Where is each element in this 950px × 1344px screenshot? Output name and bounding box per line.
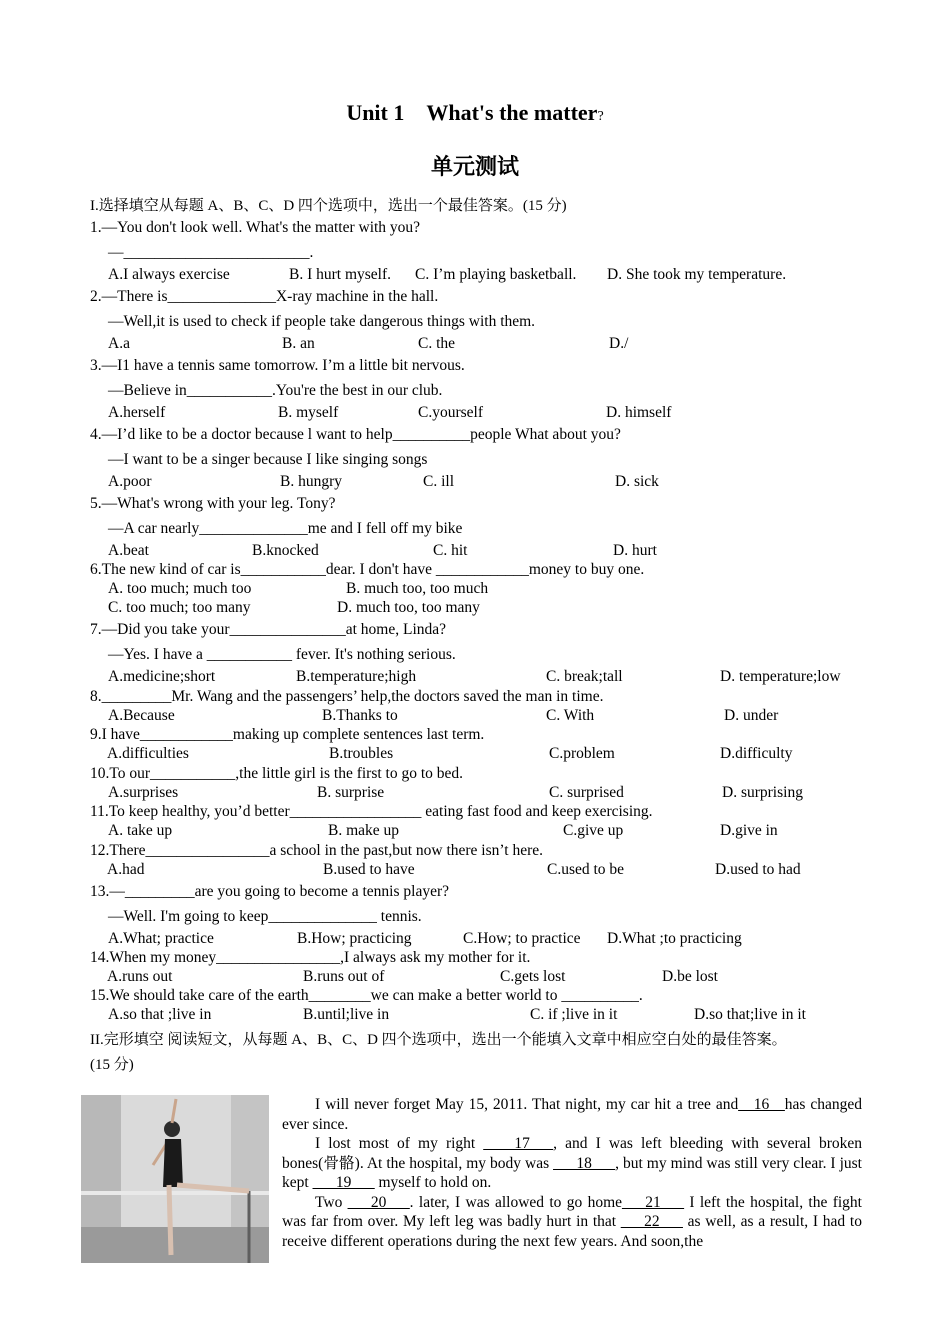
question-4: 4.—I’d like to be a doctor because l want to help__________people What about you? xyxy=(90,426,621,443)
option-a: A.so that ;live in xyxy=(108,1006,212,1023)
option-d: D.so that;live in it xyxy=(694,1006,806,1023)
option-a: A.I always exercise xyxy=(108,266,230,283)
option-c: C. ill xyxy=(423,473,455,490)
option-b: B. an xyxy=(282,335,315,352)
question-3-reply: —Believe in___________.You're the best in our club. xyxy=(108,382,443,399)
question-14: 14.When my money________________,I always ask my mother for it. xyxy=(90,949,531,966)
option-d: D.be lost xyxy=(662,968,718,985)
blank-19: ___19___ xyxy=(312,1174,375,1191)
option-a: A. too much; much too xyxy=(108,580,252,597)
option-a: A.What; practice xyxy=(108,930,214,947)
option-c: C. the xyxy=(418,335,456,352)
ballet-dancer-photo xyxy=(81,1095,269,1263)
option-c: C. With xyxy=(546,707,595,724)
option-b: B. I hurt myself. xyxy=(289,266,392,283)
question-11: 11.To keep healthy, you’d better_________________ eating fast food and keep exercising. xyxy=(90,803,653,820)
question-2-reply: —Well,it is used to check if people take dangerous things with them. xyxy=(108,313,536,330)
question-13-reply: —Well. I'm going to keep______________ tennis. xyxy=(108,908,422,925)
option-a: A.surprises xyxy=(108,784,179,801)
ballet-dancer-illustration xyxy=(81,1095,269,1263)
question-7: 7.—Did you take your_______________at home, Linda? xyxy=(90,621,447,638)
question-5-reply: —A car nearly______________me and I fell off my bike xyxy=(108,520,463,537)
option-b: B. surprise xyxy=(317,784,385,801)
page-title: Unit 1 What's the matter? xyxy=(346,100,604,125)
option-d: D.used to had xyxy=(715,861,801,878)
option-b: B.troubles xyxy=(329,745,394,762)
question-12: 12.There________________a school in the past,but now there isn’t here. xyxy=(90,842,543,859)
option-c: C. hit xyxy=(433,542,468,559)
option-d: D. much too, too many xyxy=(337,599,480,616)
option-b: B.used to have xyxy=(323,861,415,878)
option-b: B. hungry xyxy=(280,473,342,490)
option-b: B. myself xyxy=(278,404,339,421)
option-b: B. much too, too much xyxy=(346,580,489,597)
option-d: D. She took my temperature. xyxy=(607,266,787,283)
blank-22: ___22___ xyxy=(620,1213,683,1230)
option-d: D.difficulty xyxy=(720,745,793,762)
question-5: 5.—What's wrong with your leg. Tony? xyxy=(90,495,336,512)
option-b: B. make up xyxy=(328,822,400,839)
blank-18: ___18___ xyxy=(553,1154,616,1172)
option-c: C.give up xyxy=(563,822,624,839)
section-2-heading: II.完形填空 阅读短文，从每题 A、B、C、D 四个选项中，选出一个能填入文章中相应空白处的最佳答案。 xyxy=(90,1032,787,1048)
question-7-reply: —Yes. I have a ___________ fever. It's nothing serious. xyxy=(108,646,456,663)
option-a: A.beat xyxy=(108,542,149,559)
option-a: A.difficulties xyxy=(107,745,189,762)
question-15: 15.We should take care of the earth________we can make a better world to __________. xyxy=(90,987,643,1004)
blank-20: ___20___ xyxy=(347,1193,410,1211)
passage-paragraph-1: I will never forget May 15, 2011. That night, my car hit a tree and__16__has changed ever since. xyxy=(282,1096,862,1133)
option-a: A. take up xyxy=(108,822,173,839)
option-a: A.Because xyxy=(108,707,175,724)
option-c: C.problem xyxy=(549,745,615,762)
option-c: C.yourself xyxy=(418,404,484,421)
option-d: D. surprising xyxy=(722,784,803,801)
question-4-reply: —I want to be a singer because I like singing songs xyxy=(108,451,428,468)
question-1-reply: —________________________. xyxy=(108,244,314,261)
blank-21: ___21___ xyxy=(622,1193,685,1211)
option-d: D.give in xyxy=(720,822,778,839)
option-b: B.knocked xyxy=(252,542,319,559)
option-a: A.herself xyxy=(108,404,166,421)
option-b: B.How; practicing xyxy=(297,930,412,947)
option-c: C.gets lost xyxy=(500,968,566,985)
option-c: C. break;tall xyxy=(546,668,623,685)
option-d: D. under xyxy=(724,707,779,724)
option-a: A.runs out xyxy=(107,968,173,985)
option-a: A.had xyxy=(107,861,145,878)
option-a: A.poor xyxy=(108,473,152,490)
blank-17: ____17___ xyxy=(483,1135,554,1152)
blank-16: __16__ xyxy=(738,1096,785,1113)
cloze-passage xyxy=(282,1095,862,1251)
section-2-points: (15 分) xyxy=(90,1057,134,1073)
page-subtitle: 单元测试 xyxy=(430,155,519,180)
passage-paragraph-3: Two ___20___. later, I was allowed to go home___21___ I left the hospital, the fight was far from over. My left leg was badly hurt in that ___22___ as well, as a result, I had to receive different operations during the next few years. And soon,the xyxy=(282,1193,862,1250)
option-d: D. temperature;low xyxy=(720,668,841,685)
option-a: A.medicine;short xyxy=(108,668,216,685)
question-10: 10.To our___________,the little girl is the first to go to bed. xyxy=(90,765,464,782)
question-6: 6.The new kind of car is___________dear. I don't have ____________money to buy one. xyxy=(90,561,645,578)
question-2: 2.—There is______________X-ray machine in the hall. xyxy=(90,288,439,305)
option-b: B.Thanks to xyxy=(322,707,398,724)
option-c: C. if ;live in it xyxy=(530,1006,618,1023)
question-13: 13.—_________are you going to become a tennis player? xyxy=(90,883,449,900)
option-d: D.What ;to practicing xyxy=(607,930,742,947)
question-3: 3.—I1 have a tennis same tomorrow. I’m a little bit nervous. xyxy=(90,357,465,374)
option-b: B.temperature;high xyxy=(296,668,417,685)
passage-paragraph-2: I lost most of my right ____17___, and I was left bleeding with several broken bones(骨骼). At the hospital, my body was ___18___, but my mind was still very clear. I just kept ___19___ myself to hold on. xyxy=(282,1135,862,1191)
option-c: C.How; to practice xyxy=(463,930,581,947)
option-b: B.until;live in xyxy=(303,1006,390,1023)
option-d: D./ xyxy=(609,335,629,352)
option-d: D. hurt xyxy=(613,542,657,559)
section-1-heading: I.选择填空从每题 A、B、C、D 四个选项中，选出一个最佳答案。(15 分) xyxy=(90,198,567,214)
option-c: C. I’m playing basketball. xyxy=(415,266,577,283)
option-c: C. surprised xyxy=(549,784,624,801)
option-a: A.a xyxy=(108,335,130,352)
option-c: C.used to be xyxy=(547,861,625,878)
question-1: 1.—You don't look well. What's the matter with you? xyxy=(90,219,421,236)
question-9: 9.I have____________making up complete sentences last term. xyxy=(90,726,485,743)
option-d: D. himself xyxy=(606,404,672,421)
option-d: D. sick xyxy=(615,473,659,490)
question-8: 8._________Mr. Wang and the passengers’ help,the doctors saved the man in time. xyxy=(90,688,604,705)
option-b: B.runs out of xyxy=(303,968,385,985)
option-c: C. too much; too many xyxy=(108,599,251,616)
